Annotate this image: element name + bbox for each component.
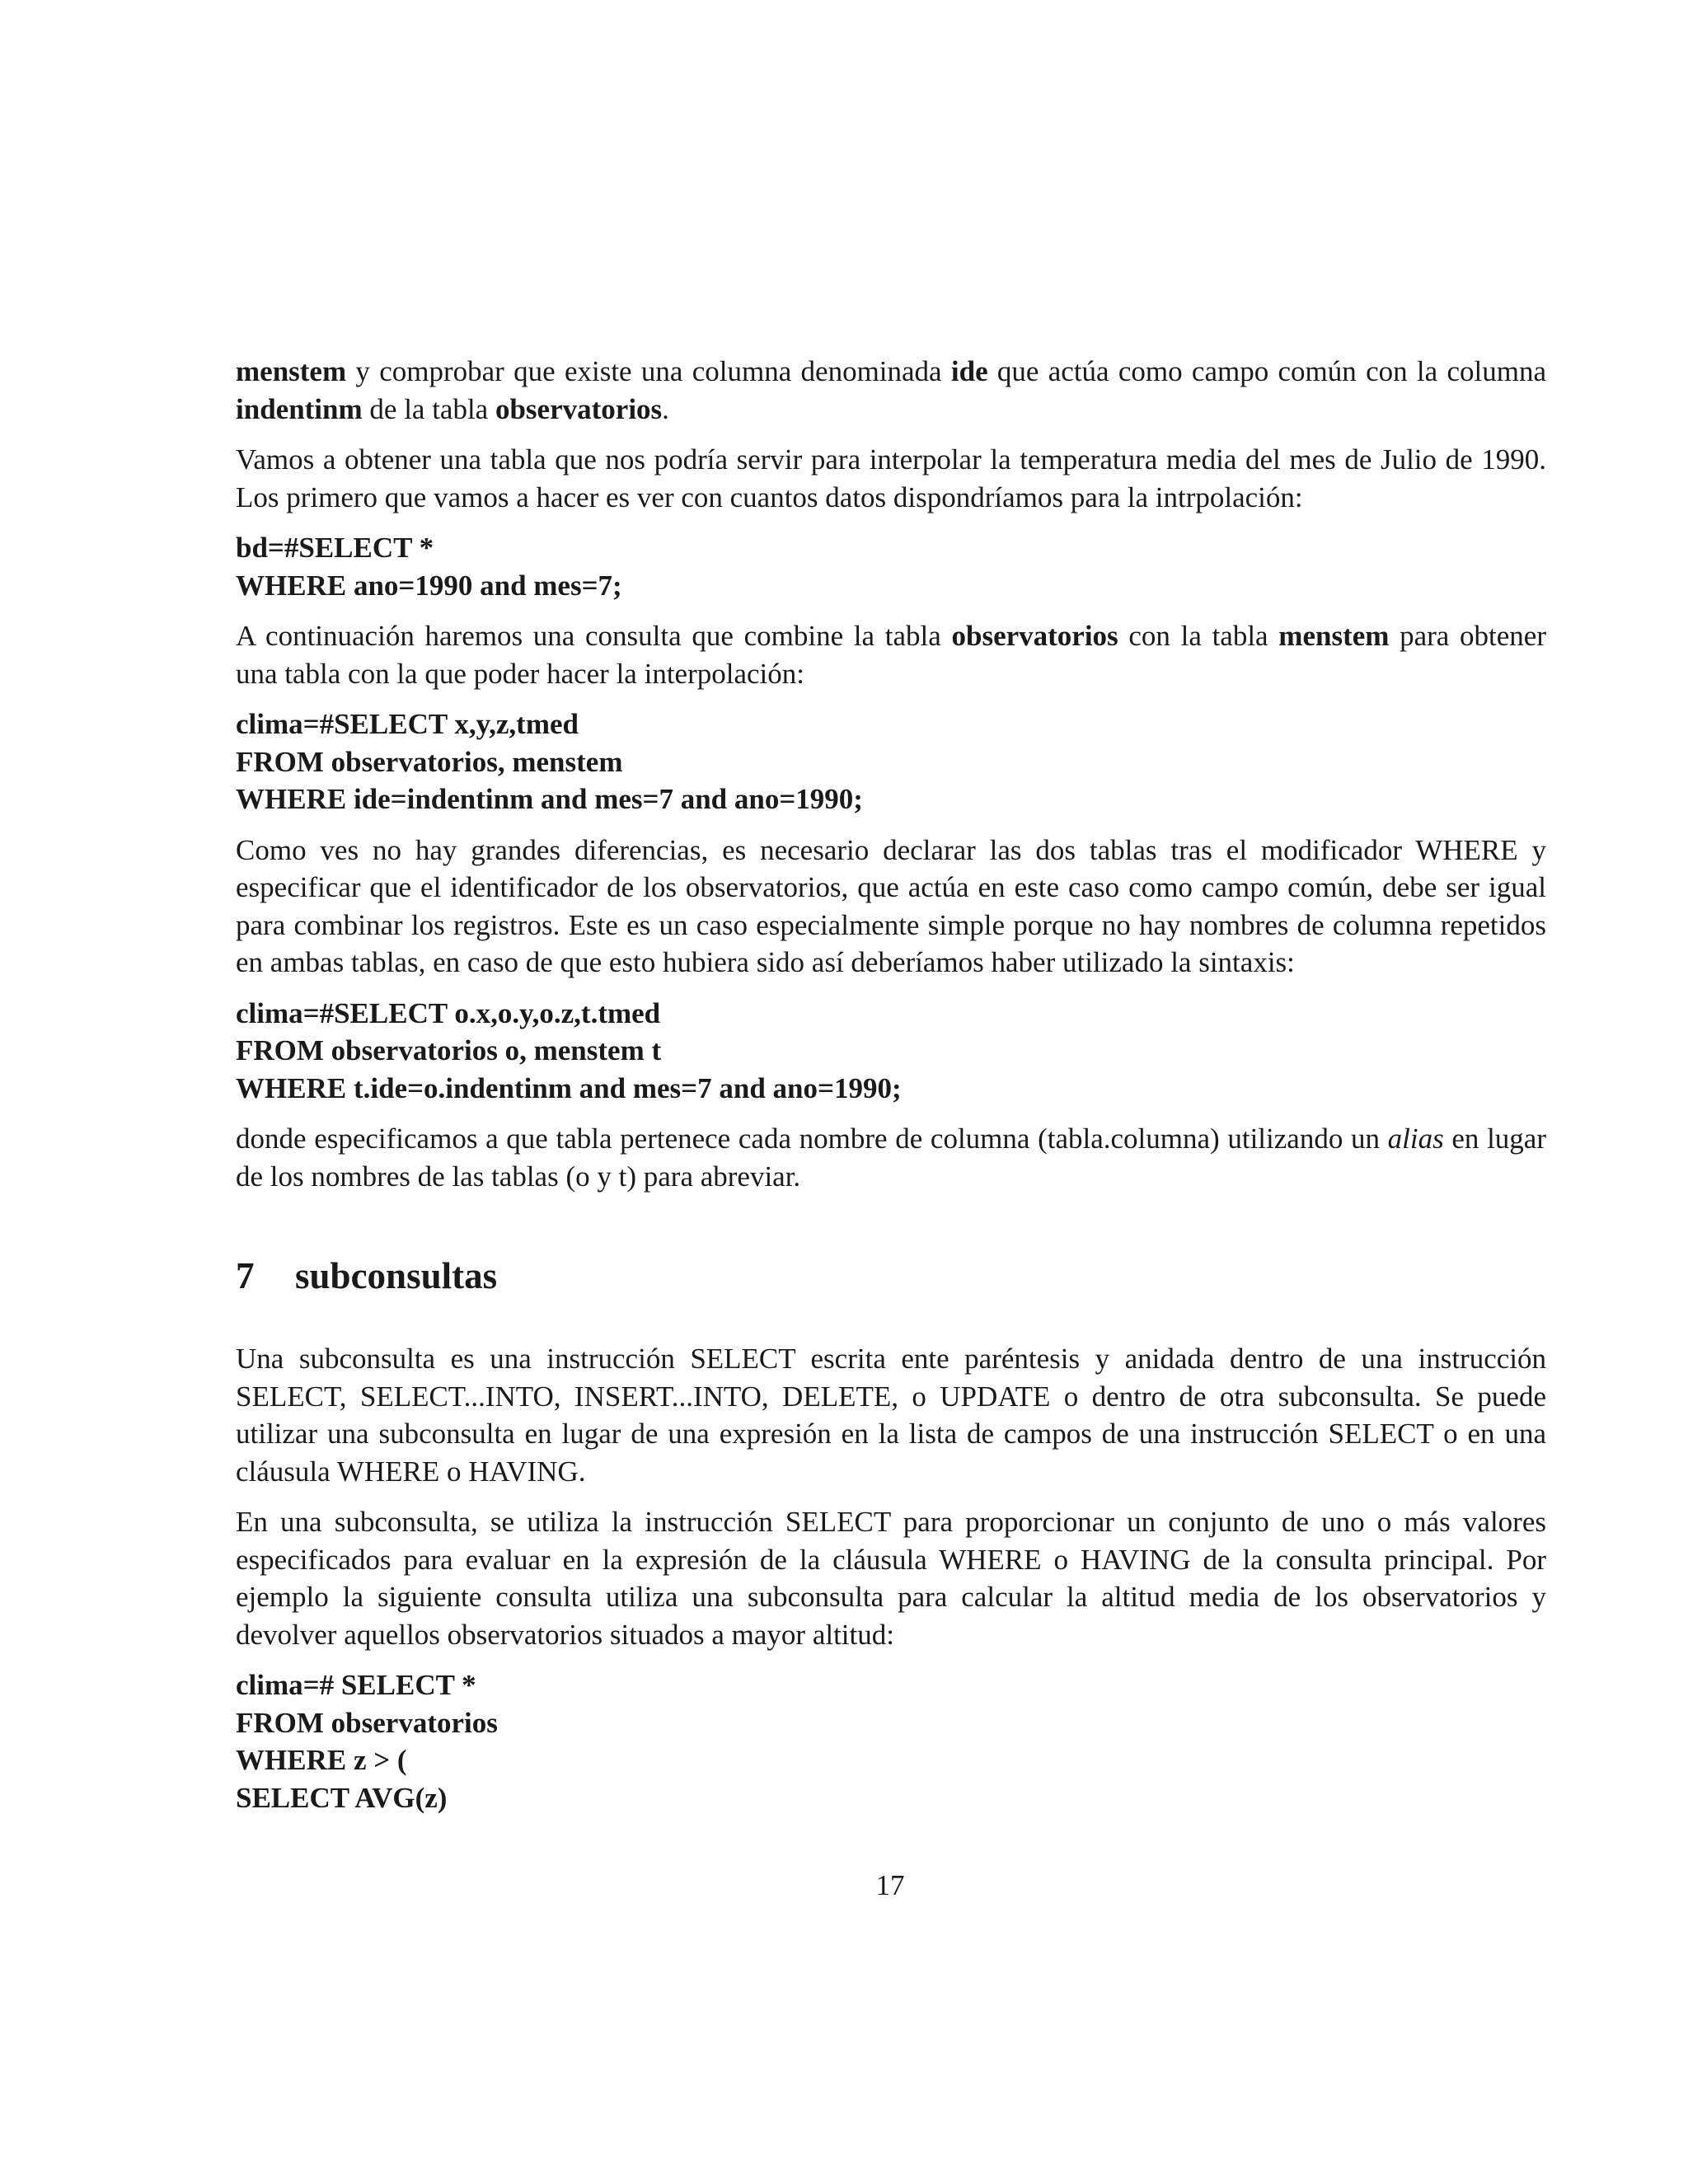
text: .	[662, 392, 669, 425]
term-alias: alias	[1387, 1122, 1444, 1155]
code-line: FROM observatorios, menstem	[236, 745, 623, 778]
code-line: WHERE ano=1990 and mes=7;	[236, 569, 622, 602]
paragraph-differences: Como ves no hay grandes diferencias, es necesario declarar las dos tablas tras el modificador WHERE y especificar que el identificador de los observatorios, que actúa en este caso como campo común, debe ser igual para combinar los registros. Este es un caso especialmente simple porque no hay nombres de columna repetidos en ambas tablas, en caso de que esto hubiera sido así deberíamos haber utilizado la sintaxis:	[236, 833, 1546, 978]
text: de la tabla	[362, 392, 495, 425]
term-indentinm: indentinm	[236, 392, 363, 425]
text: para obtener una tabla con la que poder hacer la interpolación:	[236, 620, 1546, 690]
paragraph-subquery-usage: En una subconsulta, se utiliza la instrucción SELECT para proporcionar un conjunto de uno o más valores especificados para evaluar en la expresión de la cláusula WHERE o HAVING de la consulta principal. Por ejemplo la siguiente consulta utiliza una subconsulta para calcular la altitud media de los observatorios y devolver aquellos observatorios situados a mayor altitud:	[236, 1506, 1546, 1651]
code-line: bd=#SELECT *	[236, 532, 434, 564]
paragraph-interpolate: Vamos a obtener una tabla que nos podría servir para interpolar la temperatura media del mes de Julio de 1990. Los primero que vamos a hacer es ver con cuantos datos dispondríamos para la intrpolación:	[236, 443, 1546, 513]
code-block-4	[236, 1666, 1546, 1816]
text: con la tabla	[1118, 620, 1279, 652]
section-heading	[236, 1253, 1546, 1299]
paragraph-intro	[236, 353, 1546, 428]
code-block-1	[236, 529, 1546, 604]
code-block-3	[236, 995, 1546, 1108]
paragraph-subquery-definition: Una subconsulta es una instrucción SELECT escrita ente paréntesis y anidada dentro de una instrucción SELECT, SELECT...INTO, INSERT...INTO, DELETE, o UPDATE o dentro de otra subconsulta. Se puede utilizar una subconsulta en lugar de una expresión en la lista de campos de una instrucción SELECT o en una cláusula WHERE o HAVING.	[236, 1343, 1546, 1488]
section-title: subconsultas	[295, 1255, 498, 1296]
text: en lugar de los nombres de las tablas (o y t) para abreviar.	[236, 1122, 1546, 1193]
code-line: clima=# SELECT *	[236, 1669, 476, 1701]
page-body	[236, 353, 1546, 1830]
code-line: SELECT AVG(z)	[236, 1781, 448, 1814]
code-line: FROM observatorios o, menstem t	[236, 1034, 662, 1066]
code-line: WHERE z > (	[236, 1744, 407, 1776]
text: donde especificamos a que tabla pertenece cada nombre de columna (tabla.columna) utilizando un	[236, 1122, 1388, 1155]
text: A continuación haremos una consulta que combine la tabla	[236, 620, 952, 652]
code-line: clima=#SELECT o.x,o.y,o.z,t.tmed	[236, 996, 661, 1029]
code-block-2	[236, 705, 1546, 818]
text: y comprobar que existe una columna denominada	[346, 355, 951, 387]
code-line: FROM observatorios	[236, 1706, 498, 1739]
term-menstem: menstem	[236, 355, 347, 387]
code-line: WHERE ide=indentinm and mes=7 and ano=1990;	[236, 783, 863, 815]
text: que actúa como campo común con la columna	[987, 355, 1546, 387]
code-line: WHERE t.ide=o.indentinm and mes=7 and ano=1990;	[236, 1071, 902, 1104]
page-number: 17	[875, 1869, 905, 1901]
paragraph-alias	[236, 1120, 1546, 1195]
term-ide: ide	[950, 355, 988, 387]
term-observatorios: observatorios	[495, 392, 663, 425]
section-number: 7	[236, 1255, 255, 1296]
paragraph-combine	[236, 617, 1546, 692]
term-observatorios: observatorios	[951, 620, 1118, 652]
code-line: clima=#SELECT x,y,z,tmed	[236, 708, 579, 740]
term-menstem: menstem	[1278, 620, 1390, 652]
